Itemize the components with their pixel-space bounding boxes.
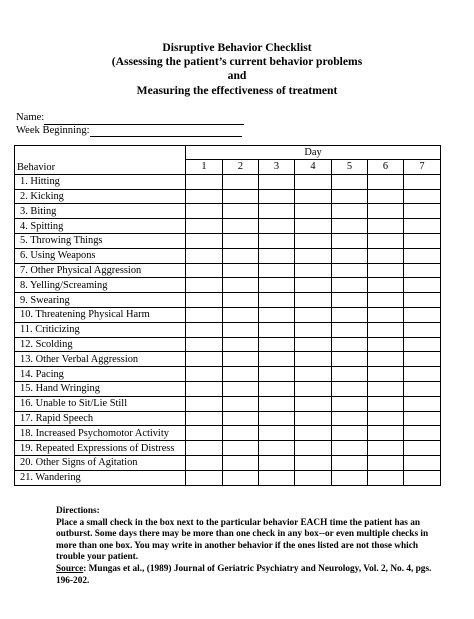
check-box-cell[interactable] — [186, 455, 223, 470]
patient-fields — [16, 112, 244, 137]
behavior-row — [15, 248, 441, 263]
title-line-1: Disruptive Behavior Checklist — [162, 41, 312, 54]
check-box-cell[interactable] — [332, 263, 368, 278]
behavior-label: 18. Increased Psychomotor Activity — [15, 426, 186, 441]
behavior-row — [15, 189, 441, 204]
behavior-row — [15, 278, 441, 293]
check-box-cell[interactable] — [223, 352, 259, 367]
behavior-label: 1. Hitting — [15, 174, 186, 189]
day-number-header: 4 — [295, 160, 332, 175]
check-box-cell[interactable] — [404, 263, 441, 278]
week-beginning-label: Week Beginning: — [16, 124, 90, 136]
check-box-cell[interactable] — [368, 411, 404, 426]
check-box-cell[interactable] — [332, 411, 368, 426]
source-text: : Mungas et al., (1989) Journal of Geriatric Psychiatry and Neurology, Vol. 2, No. 4, pgs. 196-202. — [56, 563, 432, 586]
source-label: Source — [56, 563, 84, 574]
check-box-cell[interactable] — [404, 470, 441, 485]
check-box-cell[interactable] — [332, 293, 368, 308]
check-box-cell[interactable] — [332, 278, 368, 293]
check-box-cell[interactable] — [259, 204, 295, 219]
check-box-cell[interactable] — [332, 233, 368, 248]
check-box-cell[interactable] — [223, 174, 259, 189]
day-number-header: 2 — [223, 160, 259, 175]
behavior-row — [15, 337, 441, 352]
check-box-cell[interactable] — [186, 248, 223, 263]
week-field-row — [16, 125, 244, 138]
behavior-label: 17. Rapid Speech — [15, 411, 186, 426]
check-box-cell[interactable] — [368, 278, 404, 293]
check-box-cell[interactable] — [368, 455, 404, 470]
check-box-cell[interactable] — [295, 470, 332, 485]
check-box-cell[interactable] — [223, 337, 259, 352]
check-box-cell[interactable] — [295, 189, 332, 204]
behavior-row — [15, 174, 441, 189]
check-box-cell[interactable] — [404, 396, 441, 411]
check-box-cell[interactable] — [404, 441, 441, 456]
day-column-header: Day — [186, 146, 441, 160]
check-box-cell[interactable] — [295, 441, 332, 456]
behavior-label: 8. Yelling/Screaming — [15, 278, 186, 293]
check-box-cell[interactable] — [295, 174, 332, 189]
check-box-cell[interactable] — [259, 352, 295, 367]
check-box-cell[interactable] — [186, 441, 223, 456]
check-box-cell[interactable] — [186, 470, 223, 485]
check-box-cell[interactable] — [186, 278, 223, 293]
check-box-cell[interactable] — [259, 293, 295, 308]
check-box-cell[interactable] — [259, 441, 295, 456]
behavior-label: 12. Scolding — [15, 337, 186, 352]
check-box-cell[interactable] — [259, 174, 295, 189]
check-box-cell[interactable] — [223, 233, 259, 248]
behavior-row — [15, 293, 441, 308]
check-box-cell[interactable] — [223, 411, 259, 426]
check-box-cell[interactable] — [295, 293, 332, 308]
behavior-label: 3. Biting — [15, 204, 186, 219]
check-box-cell[interactable] — [404, 426, 441, 441]
check-box-cell[interactable] — [186, 233, 223, 248]
check-box-cell[interactable] — [223, 441, 259, 456]
behavior-row — [15, 411, 441, 426]
check-box-cell[interactable] — [186, 381, 223, 396]
check-box-cell[interactable] — [332, 337, 368, 352]
check-box-cell[interactable] — [404, 307, 441, 322]
check-box-cell[interactable] — [186, 189, 223, 204]
behavior-column-header: Behavior — [15, 146, 186, 175]
check-box-cell[interactable] — [295, 322, 332, 337]
check-box-cell[interactable] — [332, 441, 368, 456]
check-box-cell[interactable] — [295, 396, 332, 411]
behavior-row — [15, 470, 441, 485]
check-box-cell[interactable] — [223, 396, 259, 411]
behavior-row — [15, 204, 441, 219]
check-box-cell[interactable] — [404, 367, 441, 382]
check-box-cell[interactable] — [186, 396, 223, 411]
check-box-cell[interactable] — [404, 233, 441, 248]
check-box-cell[interactable] — [332, 381, 368, 396]
check-box-cell[interactable] — [295, 219, 332, 234]
check-box-cell[interactable] — [368, 233, 404, 248]
check-box-cell[interactable] — [368, 322, 404, 337]
check-box-cell[interactable] — [186, 367, 223, 382]
behavior-row — [15, 381, 441, 396]
check-box-cell[interactable] — [295, 307, 332, 322]
day-number-header: 7 — [404, 160, 441, 175]
behavior-row — [15, 396, 441, 411]
behavior-row — [15, 307, 441, 322]
check-box-cell[interactable] — [259, 307, 295, 322]
title-line-2: (Assessing the patient’s current behavior problems — [111, 55, 363, 69]
check-box-cell[interactable] — [332, 396, 368, 411]
check-box-cell[interactable] — [332, 219, 368, 234]
check-box-cell[interactable] — [295, 248, 332, 263]
check-box-cell[interactable] — [404, 337, 441, 352]
check-box-cell[interactable] — [368, 263, 404, 278]
check-box-cell[interactable] — [186, 219, 223, 234]
check-box-cell[interactable] — [259, 219, 295, 234]
behavior-label: 4. Spitting — [15, 219, 186, 234]
check-box-cell[interactable] — [368, 396, 404, 411]
name-label: Name: — [16, 112, 45, 123]
check-box-cell[interactable] — [186, 174, 223, 189]
title-line-4: Measuring the effectiveness of treatment — [136, 83, 338, 97]
week-beginning-blank-line[interactable] — [90, 127, 242, 137]
check-box-cell[interactable] — [368, 189, 404, 204]
check-box-cell[interactable] — [223, 263, 259, 278]
title-line-3: and — [227, 69, 247, 83]
check-box-cell[interactable] — [368, 219, 404, 234]
check-box-cell[interactable] — [295, 204, 332, 219]
check-box-cell[interactable] — [332, 426, 368, 441]
source-citation — [56, 564, 440, 587]
check-box-cell[interactable] — [404, 455, 441, 470]
check-box-cell[interactable] — [295, 455, 332, 470]
directions-text: Place a small check in the box next to the particular behavior EACH time the patient has an outburst. Some days there may be more than one check in any box--or even multiple checks in more than one box. You may write in another behavior if the ones listed are not those which trouble your patient. — [56, 517, 429, 563]
check-box-cell[interactable] — [186, 426, 223, 441]
check-box-cell[interactable] — [223, 219, 259, 234]
check-box-cell[interactable] — [186, 204, 223, 219]
day-number-header: 6 — [368, 160, 404, 175]
behavior-label: 5. Throwing Things — [15, 233, 186, 248]
check-box-cell[interactable] — [368, 381, 404, 396]
check-box-cell[interactable] — [404, 411, 441, 426]
behavior-label: 19. Repeated Expressions of Distress — [15, 441, 186, 456]
check-box-cell[interactable] — [186, 307, 223, 322]
check-box-cell[interactable] — [404, 248, 441, 263]
check-box-cell[interactable] — [223, 307, 259, 322]
check-box-cell[interactable] — [404, 381, 441, 396]
header-row-day — [15, 146, 441, 160]
check-box-cell[interactable] — [404, 278, 441, 293]
check-box-cell[interactable] — [223, 381, 259, 396]
check-box-cell[interactable] — [223, 293, 259, 308]
check-box-cell[interactable] — [404, 204, 441, 219]
behavior-row — [15, 219, 441, 234]
check-box-cell[interactable] — [368, 352, 404, 367]
check-box-cell[interactable] — [223, 204, 259, 219]
check-box-cell[interactable] — [259, 233, 295, 248]
check-box-cell[interactable] — [259, 411, 295, 426]
check-box-cell[interactable] — [368, 426, 404, 441]
check-box-cell[interactable] — [223, 248, 259, 263]
behavior-label: 15. Hand Wringing — [15, 381, 186, 396]
check-box-cell[interactable] — [332, 367, 368, 382]
behavior-row — [15, 233, 441, 248]
check-box-cell[interactable] — [368, 174, 404, 189]
check-box-cell[interactable] — [259, 470, 295, 485]
behavior-row — [15, 426, 441, 441]
check-box-cell[interactable] — [368, 367, 404, 382]
directions-heading: Directions: — [56, 506, 100, 516]
check-box-cell[interactable] — [259, 455, 295, 470]
check-box-cell[interactable] — [332, 307, 368, 322]
check-box-cell[interactable] — [404, 174, 441, 189]
check-box-cell[interactable] — [223, 322, 259, 337]
check-box-cell[interactable] — [404, 322, 441, 337]
check-box-cell[interactable] — [223, 367, 259, 382]
day-number-header: 1 — [186, 160, 223, 175]
behavior-label: 7. Other Physical Aggression — [15, 263, 186, 278]
check-box-cell[interactable] — [332, 352, 368, 367]
behavior-label: 16. Unable to Sit/Lie Still — [15, 396, 186, 411]
name-blank-line[interactable] — [44, 115, 244, 125]
check-box-cell[interactable] — [368, 470, 404, 485]
check-box-cell[interactable] — [295, 381, 332, 396]
behavior-row — [15, 441, 441, 456]
check-box-cell[interactable] — [295, 367, 332, 382]
check-box-cell[interactable] — [295, 337, 332, 352]
behavior-label: 9. Swearing — [15, 293, 186, 308]
check-box-cell[interactable] — [368, 307, 404, 322]
check-box-cell[interactable] — [259, 248, 295, 263]
check-box-cell[interactable] — [368, 337, 404, 352]
check-box-cell[interactable] — [295, 233, 332, 248]
check-box-cell[interactable] — [259, 189, 295, 204]
check-box-cell[interactable] — [223, 189, 259, 204]
behavior-row — [15, 367, 441, 382]
behavior-label: 11. Criticizing — [15, 322, 186, 337]
check-box-cell[interactable] — [259, 337, 295, 352]
behavior-label: 13. Other Verbal Aggression — [15, 352, 186, 367]
check-box-cell[interactable] — [186, 411, 223, 426]
check-box-cell[interactable] — [295, 411, 332, 426]
check-box-cell[interactable] — [186, 322, 223, 337]
check-box-cell[interactable] — [368, 204, 404, 219]
name-field-row — [16, 112, 244, 125]
check-box-cell[interactable] — [259, 322, 295, 337]
check-box-cell[interactable] — [332, 174, 368, 189]
check-box-cell[interactable] — [259, 381, 295, 396]
check-box-cell[interactable] — [259, 426, 295, 441]
check-box-cell[interactable] — [332, 204, 368, 219]
behavior-row — [15, 455, 441, 470]
check-box-cell[interactable] — [223, 455, 259, 470]
check-box-cell[interactable] — [368, 293, 404, 308]
behavior-label: 6. Using Weapons — [15, 248, 186, 263]
behavior-label: 21. Wandering — [15, 470, 186, 485]
check-box-cell[interactable] — [295, 426, 332, 441]
behavior-label: 2. Kicking — [15, 189, 186, 204]
behavior-label: 14. Pacing — [15, 367, 186, 382]
check-box-cell[interactable] — [186, 293, 223, 308]
check-box-cell[interactable] — [259, 263, 295, 278]
check-box-cell[interactable] — [223, 278, 259, 293]
behavior-row — [15, 322, 441, 337]
check-box-cell[interactable] — [404, 219, 441, 234]
check-box-cell[interactable] — [332, 189, 368, 204]
check-box-cell[interactable] — [368, 248, 404, 263]
check-box-cell[interactable] — [332, 455, 368, 470]
checklist-title-block — [0, 41, 474, 98]
day-number-header: 5 — [332, 160, 368, 175]
check-box-cell[interactable] — [223, 426, 259, 441]
check-box-cell[interactable] — [186, 337, 223, 352]
behavior-checklist-table — [14, 145, 441, 486]
check-box-cell[interactable] — [295, 278, 332, 293]
check-box-cell[interactable] — [404, 189, 441, 204]
check-box-cell[interactable] — [332, 248, 368, 263]
day-number-header: 3 — [259, 160, 295, 175]
check-box-cell[interactable] — [186, 263, 223, 278]
behavior-label: 20. Other Signs of Agitation — [15, 455, 186, 470]
check-box-cell[interactable] — [332, 470, 368, 485]
check-box-cell[interactable] — [295, 352, 332, 367]
behavior-label: 10. Threatening Physical Harm — [15, 307, 186, 322]
behavior-row — [15, 263, 441, 278]
check-box-cell[interactable] — [404, 352, 441, 367]
check-box-cell[interactable] — [368, 441, 404, 456]
directions-block — [56, 506, 440, 587]
check-box-cell[interactable] — [186, 352, 223, 367]
check-box-cell[interactable] — [404, 293, 441, 308]
check-box-cell[interactable] — [332, 322, 368, 337]
check-box-cell[interactable] — [259, 367, 295, 382]
check-box-cell[interactable] — [295, 263, 332, 278]
check-box-cell[interactable] — [259, 396, 295, 411]
check-box-cell[interactable] — [223, 470, 259, 485]
check-box-cell[interactable] — [259, 278, 295, 293]
behavior-row — [15, 352, 441, 367]
